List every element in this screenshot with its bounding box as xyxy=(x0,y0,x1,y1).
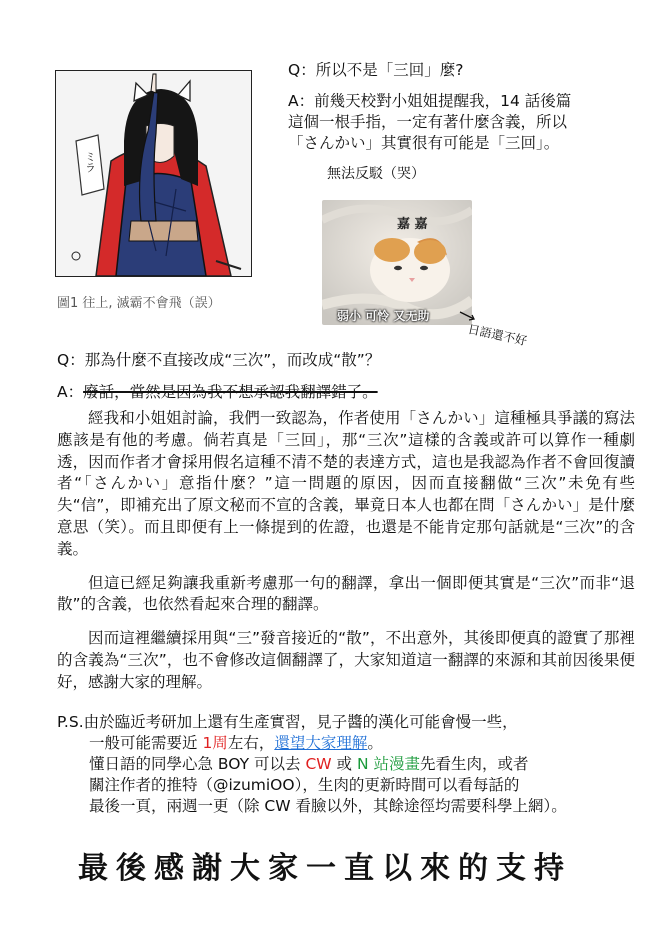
ps-line-3-text: 懂日語的同學心急 BOY 可以去 xyxy=(89,755,306,773)
ps-line-3-end: 先看生肉，或者 xyxy=(420,755,529,773)
kitten-caption-bottom: 弱小 可怜 又无助 xyxy=(337,309,430,323)
question-1: Q：所以不是「三回」麼? xyxy=(288,61,464,79)
ps-cw-link[interactable]: CW xyxy=(305,755,332,773)
manga-sfx-text: ミラ xyxy=(83,151,97,173)
ps-line-2-end: 。 xyxy=(367,734,383,752)
answer-1-line-2: 這個一根手指，一定有著什麼含義，所以 xyxy=(288,113,568,131)
answer-1-line-1: A：前幾天校對小姐姐提醒我，14 話後篇 xyxy=(288,92,572,110)
paragraph-3: 因而這裡繼續採用與“三”發音接近的“散”，不出意外，其後即便真的證實了那裡的含義為“三次”，也不會修改這個翻譯了，大家知道這一翻譯的來源和其前因後果便好，感謝大家的理解。 xyxy=(57,629,635,691)
ps-line-2-text-b: 左右， xyxy=(227,734,275,752)
qa-top-block xyxy=(288,60,633,154)
ps-duration: 1周 xyxy=(202,734,228,752)
closing-thanks: 最後感謝大家一直以來的支持 xyxy=(78,851,572,886)
ps-line-5: 最後一頁，兩週一更（除 CW 看臉以外，其餘途徑均需要科學上網）。 xyxy=(89,797,567,815)
reply-text: 無法反駁（哭） xyxy=(327,166,425,182)
ps-line-1: P.S.由於臨近考研加上還有生產實習，見子醬的漢化可能會慢一些， xyxy=(57,713,518,731)
ps-line-3-or: 或 xyxy=(331,755,357,773)
explanation-body xyxy=(57,408,635,706)
ps-understanding-link[interactable]: 還望大家理解 xyxy=(274,734,368,752)
ps-n-site-link[interactable]: N 站漫畫 xyxy=(356,755,421,773)
kitten-caption-top: 嘉 嘉 xyxy=(397,217,428,232)
manga-illustration xyxy=(55,70,252,277)
figure-caption: 圖1 往上, 滅霸不會飛（誤） xyxy=(57,296,221,311)
postscript xyxy=(57,712,642,817)
answer-2-struck-text: 廢話，當然是因為我不想承認我翻譯錯了。 xyxy=(83,383,378,401)
answer-1-line-3: 「さんかい」其實很有可能是「三回」。 xyxy=(288,134,560,152)
paragraph-2: 但這已經足夠讓我重新考慮那一句的翻譯，拿出一個即便其實是“三次”而非“退散”的含義，也依然看起來合理的翻譯。 xyxy=(57,573,635,614)
ps-line-3 xyxy=(57,754,642,775)
paragraph-1: 經我和小姐姐討論，我們一致認為，作者使用「さんかい」這種極具爭議的寫法應該是有他的考慮。倘若真是「三回」，那“三次”這樣的含義或許可以算作一種劇透，因而作者才會採用假名這種不清不楚的表達方式，這也是我認為作者不會回復讀者“「さんかい」意指什麼？”這一問題的原因，因而直接翻做“三次”未免有些失“信”，即補充出了原文秘而不宣的含義，畢竟日本人也都在問「さんかい」是什麼意思（笑）。而且即便有上一條提到的佐證，也還是不能肯定那句話就是“三次”的含義。 xyxy=(57,409,635,558)
answer-2 xyxy=(57,380,378,402)
ps-line-2 xyxy=(57,733,642,754)
question-2: Q：那為什麼不直接改成“三次”，而改成“散”？ xyxy=(57,351,381,369)
ps-line-2-text: 一般可能需要近 xyxy=(89,734,203,752)
handwritten-note: 日語還不好 xyxy=(466,321,529,349)
answer-2-prefix: A： xyxy=(57,383,84,401)
ps-line-4: 關注作者的推特（@izumiOO），生肉的更新時間可以看每話的 xyxy=(89,776,520,794)
